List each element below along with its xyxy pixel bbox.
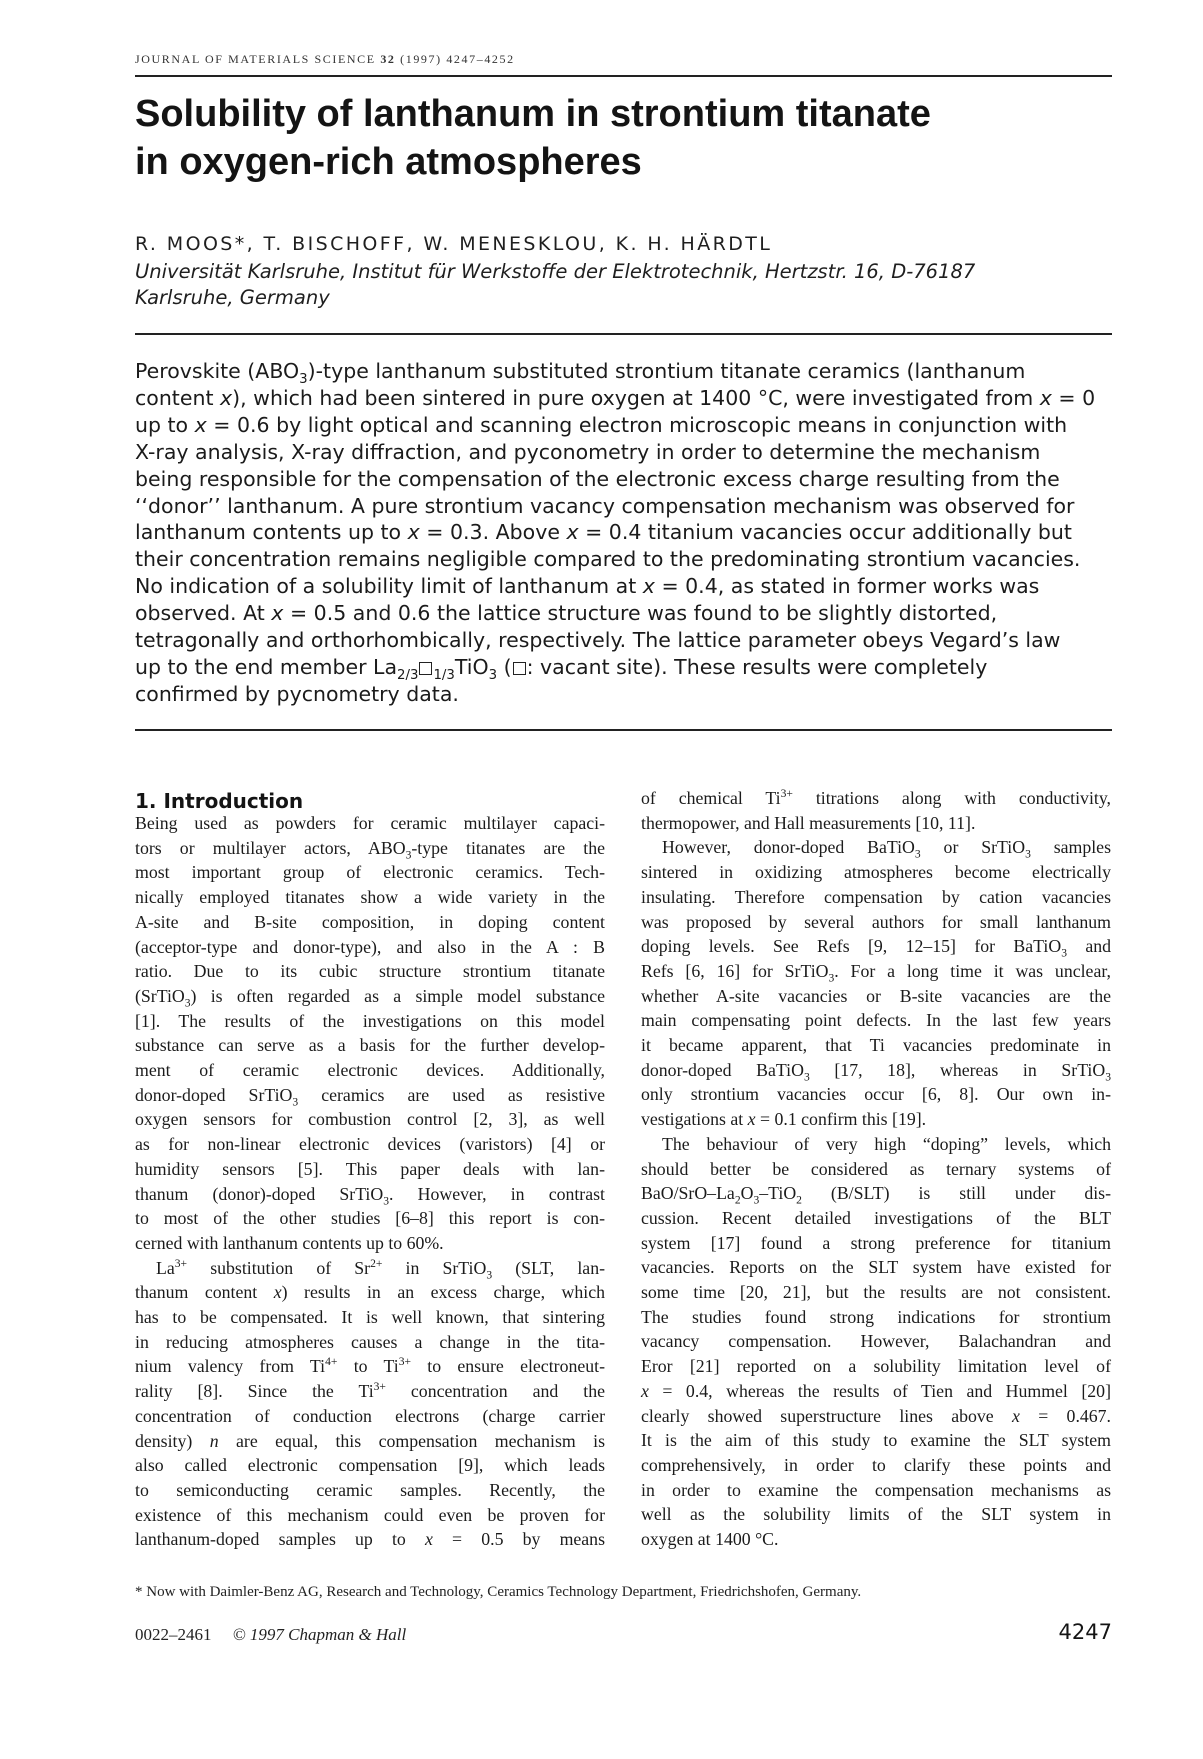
body-line: density) n are equal, this compensation mechanism is bbox=[135, 1430, 605, 1451]
affiliation-line-1: Universität Karlsruhe, Institut für Werkstoffe der Elektrotechnik, Hertzstr. 16, D-76187 bbox=[135, 260, 976, 283]
body-line: existence of this mechanism could even be proven for bbox=[135, 1504, 605, 1525]
body-line: it became apparent, that Ti vacancies predominate in bbox=[641, 1035, 1111, 1056]
body-line: nically employed titanates show a wide variety in the bbox=[135, 887, 605, 908]
body-line: ment of ceramic electronic devices. Additionally, bbox=[135, 1060, 605, 1081]
title-line-1: Solubility of lanthanum in strontium titanate bbox=[135, 93, 931, 135]
body-line: cerned with lanthanum contents up to 60%. bbox=[135, 1232, 444, 1253]
journal-name: JOURNAL OF MATERIALS SCIENCE bbox=[135, 52, 376, 66]
body-line: insulating. Therefore compensation by cation vacancies bbox=[641, 886, 1111, 907]
body-line: whether A-site vacancies or B-site vacancies are the bbox=[641, 985, 1111, 1006]
body-line: humidity sensors [5]. This paper deals with lan- bbox=[135, 1158, 605, 1179]
body-line: rality [8]. Since the $Ti^{3+}$ concentration and the bbox=[135, 1380, 605, 1402]
body-line: clearly showed superstructure lines above x = 0.467. bbox=[641, 1405, 1112, 1426]
body-line: has to be compensated. It is well known, that sintering bbox=[135, 1307, 605, 1328]
body-line: Eror [21] reported on a solubility limitation level of bbox=[641, 1356, 1111, 1377]
abstract-line: No indication of a solubility limit of lanthanum at x = 0.4, as stated in former works was bbox=[135, 574, 1040, 599]
body-line: in reducing atmospheres causes a change in the tita- bbox=[135, 1331, 605, 1352]
abstract-top-rule bbox=[135, 333, 1112, 335]
copyright-notice: © 1997 Chapman & Hall bbox=[232, 1625, 407, 1644]
body-line: well as the solubility limits of the SLT system in bbox=[641, 1504, 1111, 1525]
body-line: in order to examine the compensation mechanisms as bbox=[641, 1479, 1111, 1500]
body-line: The studies found strong indications for strontium bbox=[641, 1306, 1111, 1327]
author-list: R. MOOS*, T. BISCHOFF, W. MENESKLOU, K. H. HÄRDTL bbox=[135, 233, 773, 255]
body-line: to most of the other studies [6–8] this report is con- bbox=[135, 1208, 605, 1229]
abstract-line: confirmed by pycnometry data. bbox=[135, 681, 459, 706]
body-line: should better be considered as ternary systems of bbox=[641, 1158, 1111, 1179]
body-column-right bbox=[641, 786, 1111, 1552]
body-line: doping levels. See Refs [9, 12–15] for BaTiO$_3$ and bbox=[641, 936, 1111, 960]
abstract-line: lanthanum contents up to x = 0.3. Above x = 0.4 titanium vacancies occur additionally but bbox=[135, 520, 1072, 545]
journal-running-header bbox=[135, 52, 1112, 67]
abstract bbox=[135, 358, 1112, 708]
body-line: However, donor-doped BaTiO$_3$ or SrTiO$_3$ samples bbox=[662, 837, 1111, 861]
body-line: Being used as powders for ceramic multilayer capaci- bbox=[135, 813, 605, 833]
body-line: some time [20, 21], but the results are not consistent. bbox=[641, 1282, 1111, 1303]
page-footer bbox=[135, 1625, 406, 1645]
body-line: x = 0.4, whereas the results of Tien and Hummel [20] bbox=[641, 1380, 1111, 1401]
body-line: oxygen sensors for combustion control [2, 3], as well bbox=[135, 1109, 605, 1130]
body-line: of chemical $Ti^{3+}$ titrations along with conductivity, bbox=[641, 787, 1112, 808]
body-line: also called electronic compensation [9], which leads bbox=[135, 1455, 605, 1476]
body-line: BaO/$SrO-La_2O_3-TiO_2$ (B/SLT) is still under dis- bbox=[641, 1183, 1111, 1207]
body-line: substance can serve as a basis for the further develop- bbox=[135, 1035, 605, 1056]
body-line: to semiconducting ceramic samples. Recently, the bbox=[135, 1479, 605, 1500]
body-line: concentration of conduction electrons (charge carrier bbox=[135, 1405, 605, 1426]
title-line-2: in oxygen-rich atmospheres bbox=[135, 141, 642, 183]
author-affiliation bbox=[135, 259, 1095, 311]
body-line: vacancies. Reports on the SLT system have existed for bbox=[641, 1257, 1111, 1278]
section-heading: 1. Introduction bbox=[135, 789, 304, 813]
body-line: donor-doped SrTiO$_3$ ceramics are used as resistive bbox=[135, 1084, 605, 1109]
abstract-line: being responsible for the compensation of the electronic excess charge resulting from the bbox=[135, 466, 1060, 491]
author-footnote: * Now with Daimler-Benz AG, Research and Technology, Ceramics Technology Department, Friedrichshofen, Germany. bbox=[135, 1584, 862, 1600]
body-line: main compensating point defects. In the last few years bbox=[641, 1010, 1111, 1031]
body-line: vestigations at x = 0.1 confirm this [19]. bbox=[641, 1109, 927, 1130]
body-line: system [17] found a strong preference for titanium bbox=[641, 1232, 1111, 1253]
page-number: 4247 bbox=[1058, 1620, 1112, 1644]
journal-volume: 32 bbox=[380, 52, 396, 66]
body-line: oxygen at 1400 °C. bbox=[641, 1529, 779, 1550]
vacant-site-symbol bbox=[419, 662, 432, 675]
abstract-line: their concentration remains negligible compared to the predominating strontium vacancies. bbox=[135, 547, 1081, 572]
abstract-line: tetragonally and orthorhombically, respectively. The lattice parameter obeys Vegard’s law bbox=[135, 628, 1061, 653]
body-line: cussion. Recent detailed investigations of the BLT bbox=[641, 1207, 1111, 1228]
abstract-line: up to x = 0.6 by light optical and scanning electron microscopic means in conjunction with bbox=[135, 412, 1068, 437]
body-line: thanum content x) results in an excess charge, which bbox=[135, 1282, 606, 1303]
body-column-left bbox=[135, 811, 605, 1552]
body-line: Refs [6, 16] for SrTiO$_3$. For a long time it was unclear, bbox=[641, 960, 1111, 985]
body-line: as for non-linear electronic devices (varistors) [4] or bbox=[135, 1134, 605, 1155]
abstract-line: Perovskite $(ABO_3)$-type lanthanum substituted strontium titanate ceramics (lanthanum bbox=[135, 359, 1026, 388]
journal-year-pages: (1997) 4247–4252 bbox=[400, 52, 515, 66]
abstract-line: ‘‘donor’’ lanthanum. A pure strontium vacancy compensation mechanism was observed for bbox=[135, 493, 1075, 518]
body-line: thanum (donor)-doped SrTiO$_3$. However, in contrast bbox=[135, 1183, 605, 1208]
vacant-site-symbol bbox=[513, 662, 526, 675]
body-line: was proposed by several authors for small lanthanum bbox=[641, 911, 1111, 932]
body-line: (acceptor-type and donor-type), and also in the A : B bbox=[135, 936, 605, 957]
abstract-bottom-rule bbox=[135, 729, 1112, 731]
body-line: (SrTiO$_3$) is often regarded as a simple model substance bbox=[135, 985, 605, 1010]
body-line: lanthanum-doped samples up to x = 0.5 by means bbox=[135, 1529, 605, 1550]
affiliation-line-2: Karlsruhe, Germany bbox=[135, 286, 330, 309]
body-line: thermopower, and Hall measurements [10, 11]. bbox=[641, 812, 976, 833]
body-line: sintered in oxidizing atmospheres become electrically bbox=[641, 862, 1111, 883]
body-line: donor-doped BaTiO$_3$ [17, 18], whereas in SrTiO$_3$ bbox=[641, 1059, 1111, 1084]
body-line: The behaviour of very high “doping” levels, which bbox=[662, 1133, 1111, 1154]
abstract-line: X-ray analysis, X-ray diffraction, and pyconometry in order to determine the mechanism bbox=[135, 439, 1041, 464]
body-line: $La^{3+}$ substitution of $Sr^{2+}$ in SrTiO$_3$ (SLT, lan- bbox=[156, 1256, 606, 1282]
abstract-line: up to the end member $La_{2/3}$ $_{1/3}$TiO$_3$ ( : vacant site). These results were completely bbox=[135, 654, 988, 684]
body-line: most important group of electronic ceramics. Tech- bbox=[135, 862, 605, 883]
body-line: only strontium vacancies occur [6, 8]. Our own in- bbox=[641, 1084, 1111, 1105]
article-title bbox=[135, 90, 1112, 186]
body-line: It is the aim of this study to examine the SLT system bbox=[641, 1430, 1111, 1451]
body-line: [1]. The results of the investigations on this model bbox=[135, 1010, 605, 1031]
body-line: comprehensively, in order to clarify these points and bbox=[641, 1454, 1111, 1475]
abstract-line: content x), which had been sintered in pure oxygen at 1400 °C, were investigated from x = 0 bbox=[135, 385, 1096, 410]
body-line: tors or multilayer actors, $ABO_3$-type titanates are the bbox=[135, 837, 605, 862]
body-line: A-site and B-site composition, in doping content bbox=[135, 911, 605, 932]
body-line: nium valency from $Ti^{4+}$ to $Ti^{3+}$ to ensure electroneut- bbox=[135, 1355, 605, 1377]
abstract-line: observed. At x = 0.5 and 0.6 the lattice structure was found to be slightly distorted, bbox=[135, 601, 998, 626]
issn: 0022–2461 bbox=[135, 1625, 212, 1644]
header-rule bbox=[135, 75, 1112, 77]
body-line: vacancy compensation. However, Balachandran and bbox=[641, 1331, 1111, 1352]
body-line: ratio. Due to its cubic structure strontium titanate bbox=[135, 961, 605, 982]
